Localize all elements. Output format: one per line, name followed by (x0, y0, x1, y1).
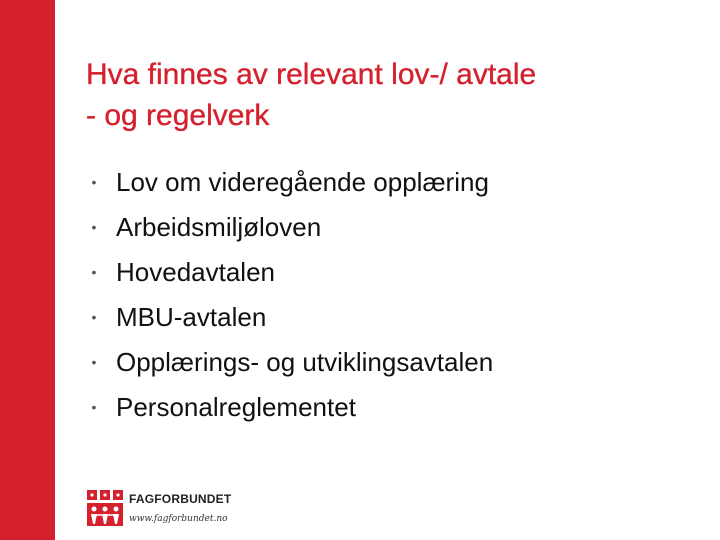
bullet-text: Opplærings- og utviklingsavtalen (116, 347, 494, 377)
fagforbundet-emblem-icon (87, 490, 123, 526)
bullet-dot-icon: • (91, 219, 97, 235)
bullet-text: Arbeidsmiljøloven (116, 212, 322, 242)
logo-url: www.fagforbundet.no (129, 514, 228, 524)
bullet-item (86, 340, 494, 385)
bullet-dot-icon: • (91, 354, 97, 370)
bullet-item (86, 250, 463, 295)
bullet-dot-icon: • (91, 309, 97, 325)
bullet-text: MBU-avtalen (116, 302, 267, 332)
bullet-dot-icon: • (91, 174, 97, 190)
bullet-item (86, 205, 463, 250)
slide-title-line-1: Hva finnes av relevant lov-/ avtale (86, 58, 537, 91)
bullet-item (86, 160, 489, 205)
logo-name: FAGFORBUNDET (129, 492, 232, 506)
bullet-text: Lov om videregående opplæring (116, 167, 489, 197)
slide-title-line-2: - og regelverk (86, 99, 270, 132)
left-accent-bar (0, 0, 55, 540)
bullet-list (86, 160, 494, 430)
fagforbundet-logo (87, 490, 247, 530)
bullet-text: Personalreglementet (116, 392, 356, 422)
slide-title (86, 54, 686, 136)
bullet-dot-icon: • (91, 399, 97, 415)
bullet-dot-icon: • (91, 264, 97, 280)
bullet-item (86, 295, 463, 340)
bullet-item (86, 385, 463, 430)
bullet-text: Hovedavtalen (116, 257, 275, 287)
